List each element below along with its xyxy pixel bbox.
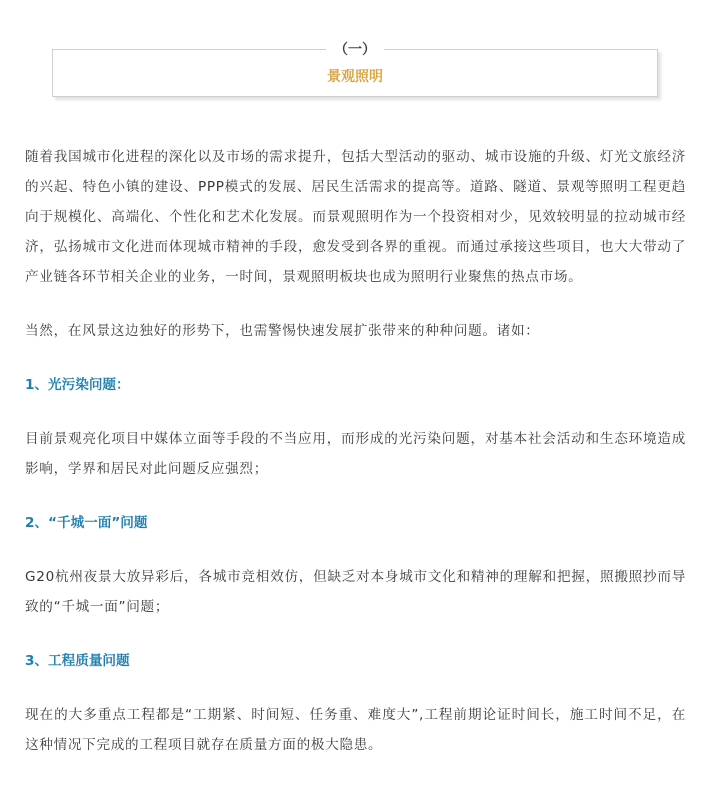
issue-body-light-pollution: 目前景观亮化项目中媒体立面等手段的不当应用，而形成的光污染问题，对基本社会活动和生态环境造成影响，学界和居民对此问题反应强烈；: [25, 431, 686, 477]
issue-heading-uniform-cities: 2、“千城一面”问题: [25, 515, 148, 531]
intro-lead: 当然，在风景这边独好的形势下，也需警惕快速发展扩张带来的种种问题。诸如：: [25, 323, 540, 339]
issue-body-uniform-cities: G20杭州夜景大放异彩后，各城市竞相效仿，但缺乏对本身城市文化和精神的理解和把握，照搬照抄而导致的“千城一面”问题；: [25, 569, 686, 615]
intro-paragraph: 随着我国城市化进程的深化以及市场的需求提升，包括大型活动的驱动、城市设施的升级、灯光文旅经济的兴起、特色小镇的建设、PPP模式的发展、居民生活需求的提高等。道路、隧道、景观等照明工程更趋向于规模化、高端化、个性化和艺术化发展。而景观照明作为一个投资相对少，见效较明显的拉动城市经济，弘扬城市文化进而体现城市精神的手段，愈发受到各界的重视。而通过承接这些项目，也大大带动了产业链各环节相关企业的业务，一时间，景观照明板块也成为照明行业聚焦的热点市场。: [25, 149, 686, 285]
issue-heading-light-pollution: 1、光污染问题：: [25, 377, 130, 393]
issue-body-quality: 现在的大多重点工程都是“工期紧、时间短、任务重、难度大”,工程前期论证时间长，施工时间不足，在这种情况下完成的工程项目就存在质量方面的极大隐患。: [25, 707, 686, 753]
article-content: [25, 142, 686, 760]
issue-heading-quality: 3、工程质量问题: [25, 653, 130, 669]
section-title-box: [52, 42, 658, 97]
section-number: （一）: [326, 39, 384, 61]
section-title: 景观照明: [327, 69, 383, 85]
